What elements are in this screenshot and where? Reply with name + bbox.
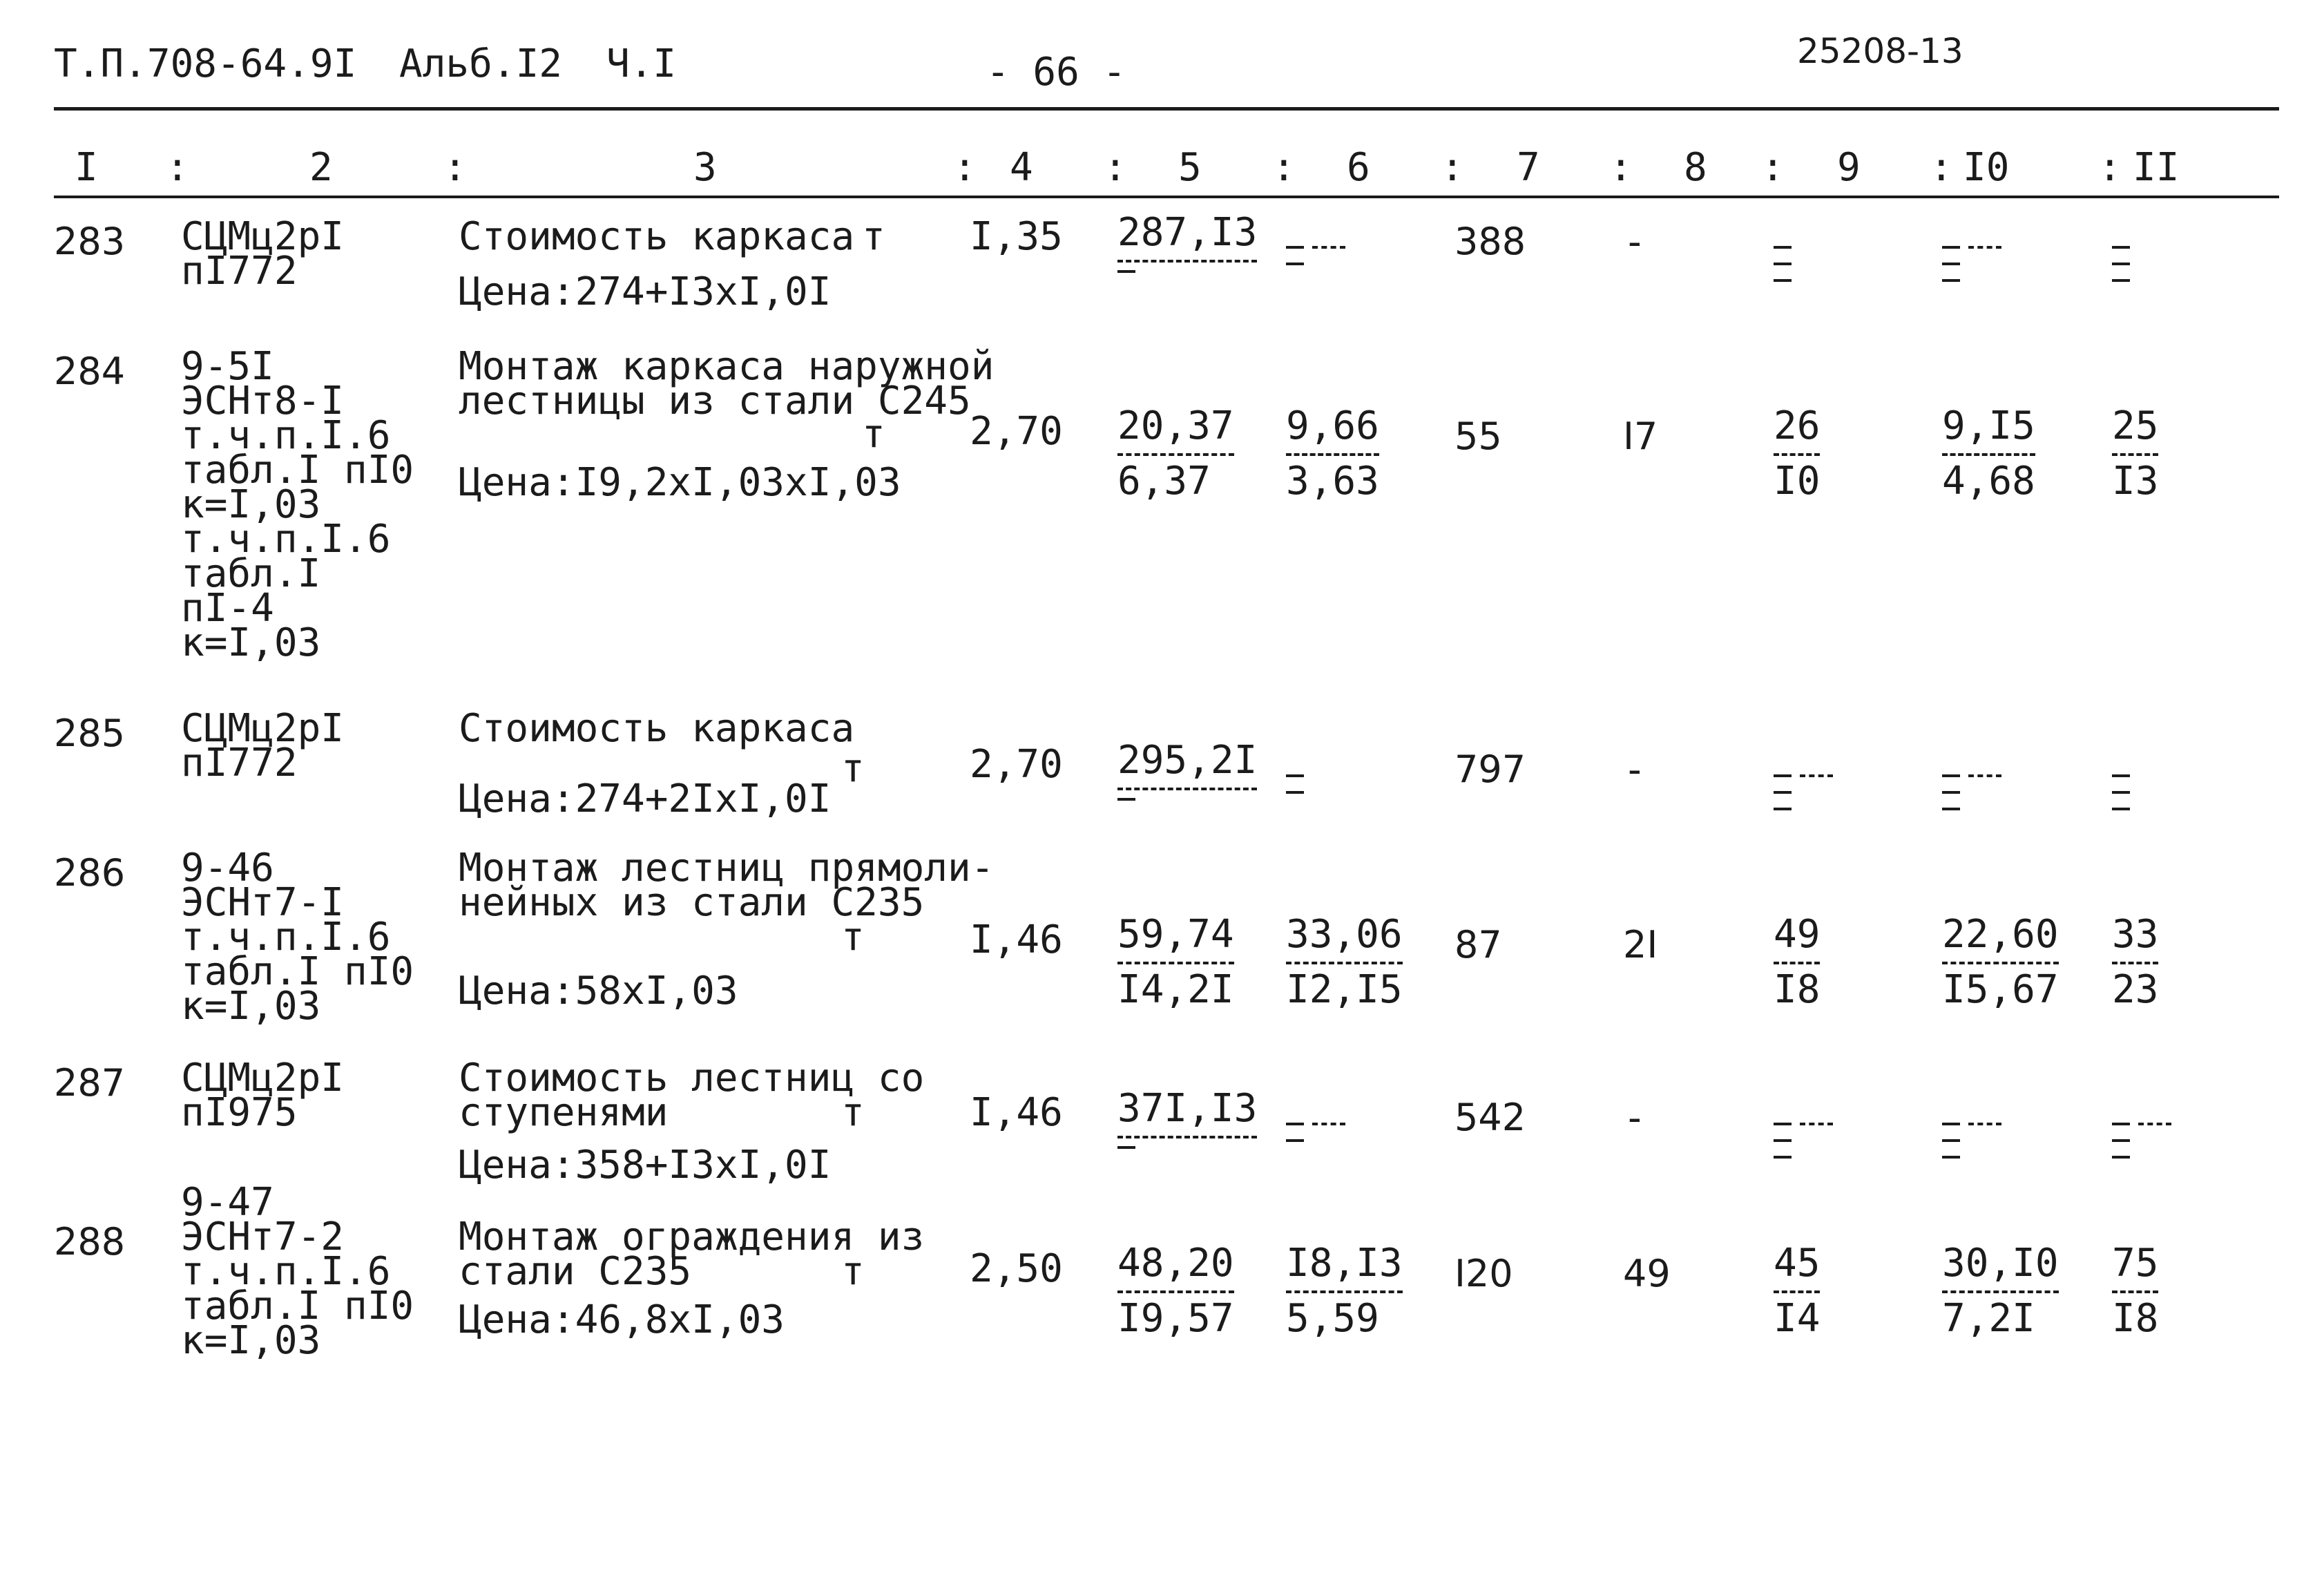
quantity: I,46 [970,1090,1063,1135]
machine-cost-wages: 3,63 [1286,459,1379,504]
inventory-stamp: 25208-13 [1797,31,1963,71]
labor-total-workers: 25 [2112,401,2158,456]
column-header: 5 [1178,145,1202,190]
unit-cost [1117,1083,1257,1155]
header-rule [54,107,2279,111]
unit-of-measure: т [841,746,865,791]
work-title: Стоимость каркаса [459,214,855,259]
machine-cost-total: I8,I3 [1286,1238,1403,1293]
wages-total: I7 [1623,415,1658,458]
labor-total [2112,401,2158,507]
machine-cost-total: 9,66 [1286,401,1379,456]
norm-code: 9-46 ЭСНт7-I т.ч.п.I.6 табл.I пI0 к=I,03 [181,846,414,1029]
labor-cost-workers: 9,I5 [1942,401,2035,456]
price-formula: Цена:274+I3хI,0I [459,269,832,314]
unit-of-measure: т [862,214,885,259]
empty-value: - [1623,747,1646,792]
column-separator: : [166,145,189,190]
unit-cost [1117,909,1234,1016]
labor-total-workers: 75 [2112,1238,2158,1293]
machine-total [1774,1238,1820,1344]
machine-total-wages: I0 [1774,459,1821,504]
column-header: I0 [1963,145,2010,190]
machine-cost [1286,401,1379,507]
price-formula: Цена:46,8хI,03 [459,1297,785,1342]
column-separator: : [2098,145,2122,190]
unit-cost-total: 287,I3 [1117,207,1257,263]
work-title: Монтаж ограждения из стали С235 [459,1214,925,1294]
total-cost: 388 [1454,220,1526,263]
quantity: I,46 [970,917,1063,962]
labor-total [2112,909,2158,1016]
row-number: 284 [54,350,126,393]
empty-mark-icon [1117,1139,1138,1155]
row-number: 287 [54,1061,126,1105]
quantity: 2,50 [970,1246,1063,1291]
norm-code: 9-5I ЭСНт8-I т.ч.п.I.6 табл.I пI0 к=I,03 т.ч.п.I.6 табл.I пI-4 к=I,03 [181,344,414,665]
unit-cost-total: 20,37 [1117,401,1234,456]
column-header: 7 [1517,145,1540,190]
machine-cost-total: 33,06 [1286,909,1403,964]
work-title: Стоимость лестниц со ступенями [459,1056,925,1135]
unit-of-measure: т [841,1249,865,1294]
unit-cost [1117,401,1234,507]
price-formula: Цена:58хI,03 [459,969,738,1013]
column-header: 2 [309,145,333,190]
labor-total [2112,1238,2158,1344]
column-separator: : [1441,145,1464,190]
norm-code: 9-47 ЭСНт7-2 т.ч.п.I.6 табл.I пI0 к=I,03 [181,1180,414,1363]
machine-total [1774,909,1820,1016]
row-number: 283 [54,220,126,263]
norm-code: СЦМц2рI пI772 [181,706,345,785]
unit-cost-total: 37I,I3 [1117,1083,1257,1139]
norm-code: СЦМц2рI пI772 [181,214,345,294]
column-separator: : [1272,145,1296,190]
price-formula: Цена:I9,2хI,03хI,03 [459,460,901,505]
unit-of-measure: т [841,1090,865,1135]
column-header: 4 [1010,145,1033,190]
column-separator: : [1930,145,1953,190]
labor-cost [1942,1238,2059,1344]
empty-value: - [1623,1096,1646,1141]
empty-mark-icon [1117,790,1138,807]
total-cost: I20 [1454,1252,1513,1295]
labor-cost-machinists: 4,68 [1942,459,2035,504]
total-cost: 55 [1454,415,1502,458]
column-header: 8 [1684,145,1707,190]
unit-cost [1117,1238,1234,1344]
column-header: 9 [1837,145,1861,190]
unit-cost-wages: I4,2I [1117,967,1234,1012]
labor-cost [1942,909,2059,1016]
row-number: 288 [54,1220,126,1264]
price-formula: Цена:274+2IхI,0I [459,777,832,821]
column-header: 6 [1347,145,1370,190]
machine-total-wages: I4 [1774,1296,1821,1341]
machine-total-wages: I8 [1774,967,1821,1012]
document-code: Т.П.708-64.9I [54,41,357,86]
column-separator: : [1609,145,1633,190]
unit-cost [1117,207,1257,279]
machine-total-value: 26 [1774,401,1820,456]
row-number: 286 [54,851,126,895]
labor-cost-workers: 22,60 [1942,909,2059,964]
labor-cost-workers: 30,I0 [1942,1238,2059,1293]
wages-total: 49 [1623,1252,1671,1295]
total-cost: 797 [1454,747,1526,791]
page-number: - 66 - [986,50,1126,95]
column-header: II [2133,145,2180,190]
work-title: Стоимость каркаса [459,706,855,751]
work-title: Монтаж каркаса наружной лестницы из стали С245 [459,344,995,423]
labor-total-machinists: I3 [2112,459,2159,504]
machine-total-value: 49 [1774,909,1820,964]
machine-total [1774,401,1820,507]
column-header: 3 [693,145,717,190]
unit-of-measure: т [862,412,885,457]
unit-cost-wages: 6,37 [1117,459,1211,504]
price-formula: Цена:358+I3хI,0I [459,1143,832,1188]
row-number: 285 [54,712,126,755]
unit-cost-total: 295,2I [1117,735,1257,790]
machine-cost-wages: 5,59 [1286,1296,1379,1341]
unit-cost-wages: I9,57 [1117,1296,1234,1341]
machine-cost [1286,909,1403,1016]
work-title: Монтаж лестниц прямоли- нейных из стали С235 [459,846,995,925]
part-number: Ч.I [606,41,677,86]
column-separator: : [953,145,977,190]
empty-value: - [1623,220,1646,265]
column-separator: : [1761,145,1785,190]
unit-cost [1117,735,1257,807]
machine-total-value: 45 [1774,1238,1820,1293]
labor-total-machinists: 23 [2112,967,2159,1012]
labor-cost-machinists: I5,67 [1942,967,2059,1012]
labor-cost-machinists: 7,2I [1942,1296,2035,1341]
column-header-rule [54,196,2279,198]
empty-mark-icon [1117,263,1138,279]
wages-total: 2I [1623,923,1658,966]
album-number: Альб.I2 [399,41,563,86]
column-header: I [75,145,98,190]
column-separator: : [1104,145,1127,190]
labor-cost [1942,401,2035,507]
labor-total-machinists: I8 [2112,1296,2159,1341]
total-cost: 542 [1454,1096,1526,1139]
quantity: I,35 [970,214,1063,259]
column-separator: : [443,145,467,190]
total-cost: 87 [1454,923,1502,966]
machine-cost [1286,1238,1403,1344]
quantity: 2,70 [970,409,1063,454]
norm-code: СЦМц2рI пI975 [181,1056,345,1135]
unit-cost-total: 59,74 [1117,909,1234,964]
unit-of-measure: т [841,915,865,960]
labor-total-workers: 33 [2112,909,2158,964]
quantity: 2,70 [970,742,1063,787]
machine-cost-wages: I2,I5 [1286,967,1403,1012]
unit-cost-total: 48,20 [1117,1238,1234,1293]
